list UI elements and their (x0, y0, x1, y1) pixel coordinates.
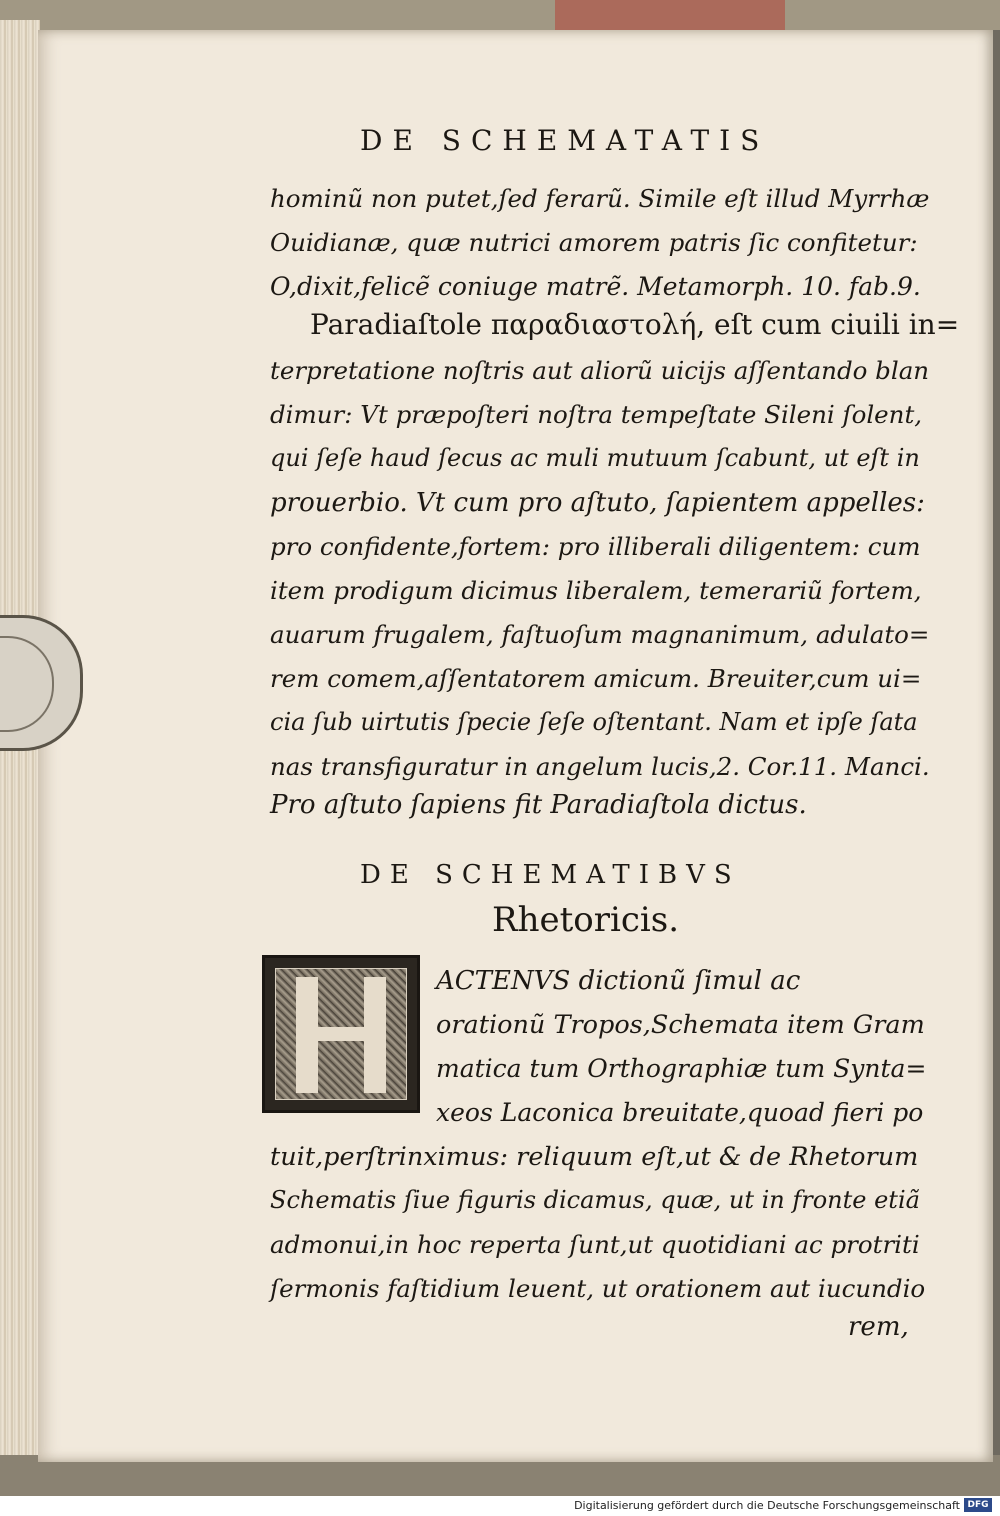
text-line: Pro aſtuto ſapiens fit Paradiaſtola dictus. (270, 790, 807, 820)
catchword: rem, (848, 1312, 909, 1342)
book-cover-top (0, 0, 1000, 30)
text-line: rem comem,aſſentatorem amicum. Breuiter,cum ui= (270, 664, 922, 693)
dfg-logo[interactable]: DFG (964, 1498, 992, 1512)
text-line: O,dixit,felicẽ coniuge matrẽ. Metamorph. 10. fab.9. (270, 272, 921, 301)
text-line: pro confidente,fortem: pro illiberali diligentem: cum (270, 532, 921, 561)
text-line: auarum frugalem, faſtuoſum magnanimum, adulato= (270, 620, 930, 649)
clasp-ring (0, 636, 54, 732)
text-line: ſermonis faſtidium leuent, ut orationem aut iucundio (270, 1274, 926, 1303)
text-line: terpretatione noſtris aut aliorũ uicijs aſſentando blan (270, 356, 930, 385)
text-line: Ouidianæ, quæ nutrici amorem patris ſic confitetur: (270, 228, 918, 257)
initial-foliage (275, 968, 407, 1100)
text-line: Schematis ſiue figuris dicamus, quæ, ut in fronte etiã (270, 1186, 920, 1214)
text-line: qui ſeſe haud ſecus ac muli mutuum ſcabunt, ut eſt in (270, 444, 920, 472)
footer-bar (0, 1496, 1000, 1516)
text-line: xeos Laconica breuitate,quoad fieri po (436, 1098, 924, 1127)
text-line: Paradiaſtole παραδιαστολή, eſt cum ciuili in= (310, 308, 960, 341)
running-head: DE SCHEMATATIS (360, 124, 770, 157)
text-line: orationũ Tropos,Schemata item Gram (436, 1010, 925, 1040)
text-line: nas transfiguratur in angelum lucis,2. Cor.11. Manci. (270, 752, 930, 781)
text-line: tuit,perſtrinximus: reliquum eſt,ut & de Rhetorum (270, 1142, 919, 1172)
text-line: ACTENVS dictionũ ſimul ac (436, 966, 801, 996)
text-line: hominũ non putet,ſed ferarũ. Simile eſt illud Myrrhæ (270, 184, 930, 213)
section-subheading: Rhetoricis. (492, 900, 680, 940)
text-line: item prodigum dicimus liberalem, temerariũ fortem, (270, 576, 922, 605)
text-line: dimur: Vt præpoſteri noſtra tempeſtate Sileni ſolent, (270, 400, 923, 429)
section-heading: DE SCHEMATIBVS (360, 860, 741, 890)
text-line: admonui,in hoc reperta ſunt,ut quotidiani ac protriti (270, 1230, 920, 1259)
decorated-initial-h (262, 955, 420, 1113)
funding-credit: Digitalisierung gefördert durch die Deutsche Forschungsgemeinschaft (574, 1499, 960, 1512)
text-line: matica tum Orthographiæ tum Synta= (436, 1054, 927, 1083)
text-line: prouerbio. Vt cum pro aſtuto, ſapientem appelles: (270, 488, 925, 518)
initial-letter-h-bar (296, 1027, 386, 1041)
text-line: cia ſub uirtutis ſpecie ſeſe oſtentant. Nam et ipſe ſata (270, 708, 918, 736)
